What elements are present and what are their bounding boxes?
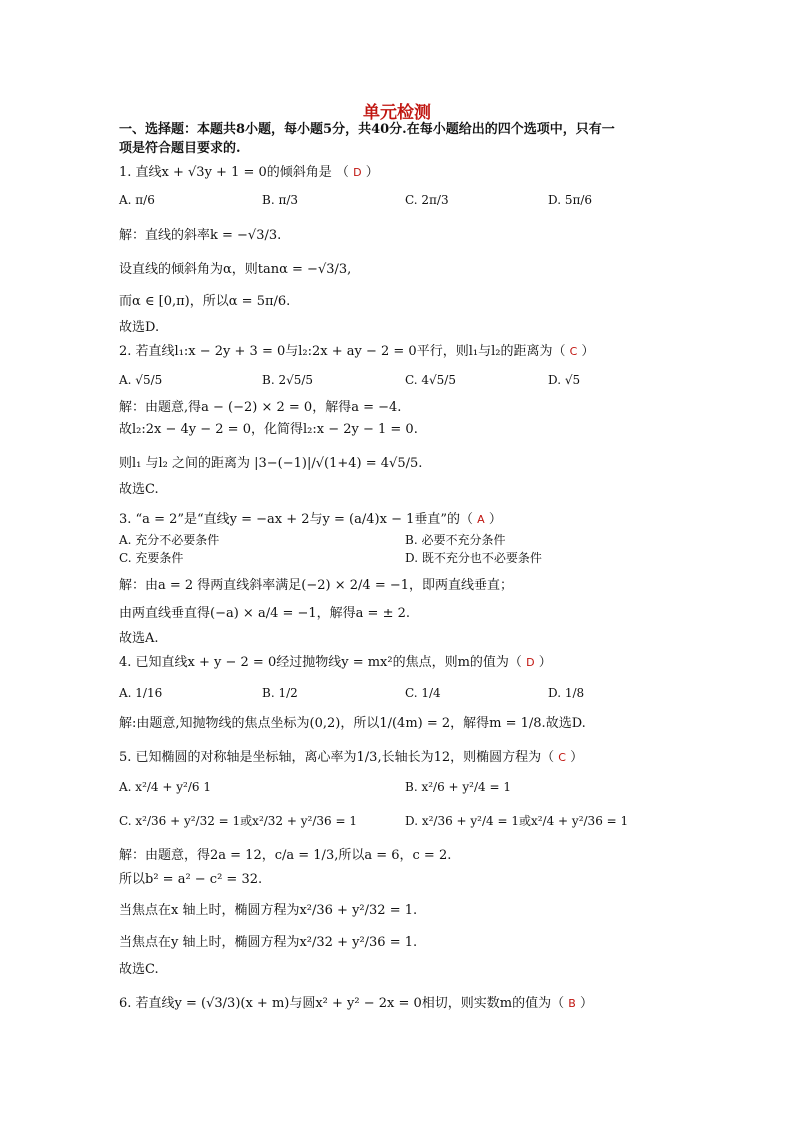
question-2-solution-1: 解：由题意,得a − (−2) × 2 = 0，解得a = −4. — [119, 400, 402, 415]
question-4-answer: D — [526, 656, 535, 669]
question-4-option-c: C. 1/4 — [405, 686, 441, 700]
question-4-option-b: B. 1/2 — [262, 686, 298, 700]
question-1-option-b: B. π/3 — [262, 193, 299, 207]
question-1-option-a: A. π/6 — [119, 193, 155, 207]
question-1-option-d: D. 5π/6 — [548, 193, 593, 207]
question-5-option-c: C. x²/36 + y²/32 = 1或x²/32 + y²/36 = 1 — [119, 814, 357, 828]
question-3-solution-1: 解：由a = 2 得两直线斜率满足(−2) × 2/4 = −1，即两直线垂直； — [119, 578, 514, 593]
question-1-answer: D — [353, 166, 362, 179]
question-1-close: ） — [365, 165, 379, 180]
question-3-solution-3: 故选A. — [119, 631, 159, 646]
question-2-option-d: D. √5 — [548, 373, 581, 387]
question-3-stem — [119, 512, 502, 528]
question-4-close: ） — [538, 655, 552, 670]
question-4-option-d: D. 1/8 — [548, 686, 585, 700]
question-5-stem — [119, 750, 583, 766]
question-2-option-a: A. √5/5 — [119, 373, 163, 387]
question-4-stem — [119, 655, 552, 671]
question-5-text: 5. 已知椭圆的对称轴是坐标轴，离心率为1/3,长轴长为12，则椭圆方程为（ — [119, 750, 555, 765]
question-3-solution-2: 由两直线垂直得(−a) × a/4 = −1，解得a = ± 2. — [119, 606, 411, 621]
question-6-stem — [119, 996, 593, 1012]
question-5-answer: C — [558, 751, 566, 764]
question-4-text: 4. 已知直线x + y − 2 = 0经过抛物线y = mx²的焦点，则m的值为（ — [119, 655, 522, 670]
section-intro-line1: 一、选择题：本题共8小题，每小题5分，共40分.在每小题给出的四个选项中，只有一 — [119, 122, 615, 137]
question-6-text: 6. 若直线y = (√3/3)(x + m)与圆x² + y² − 2x = 0相切，则实数m的值为（ — [119, 996, 565, 1011]
question-2-option-c: C. 4√5/5 — [405, 373, 456, 387]
question-5-solution-2: 所以b² = a² − c² = 32. — [119, 872, 263, 887]
question-3-option-d: D. 既不充分也不必要条件 — [405, 551, 542, 565]
question-1-solution-2: 设直线的倾斜角为α，则tanα = −√3/3, — [119, 262, 352, 277]
question-2-stem — [119, 344, 594, 360]
question-3-close: ） — [488, 512, 502, 527]
question-2-solution-4: 故选C. — [119, 482, 159, 497]
question-6-close: ） — [579, 996, 593, 1011]
question-1-option-c: C. 2π/3 — [405, 193, 449, 207]
question-6-answer: B — [568, 997, 576, 1010]
question-5-solution-1: 解：由题意，得2a = 12，c/a = 1/3,所以a = 6，c = 2. — [119, 848, 452, 863]
question-5-option-d: D. x²/36 + y²/4 = 1或x²/4 + y²/36 = 1 — [405, 814, 629, 828]
section-intro-line2: 项是符合题目要求的. — [119, 141, 241, 156]
question-2-solution-3: 则l₁ 与l₂ 之间的距离为 |3−(−1)|/√(1+4) = 4√5/5. — [119, 456, 423, 471]
question-3-option-a: A. 充分不必要条件 — [119, 533, 220, 547]
question-5-solution-3: 当焦点在x 轴上时，椭圆方程为x²/36 + y²/32 = 1. — [119, 903, 418, 918]
question-3-option-c: C. 充要条件 — [119, 551, 184, 565]
question-2-option-b: B. 2√5/5 — [262, 373, 314, 387]
question-5-solution-5: 故选C. — [119, 962, 159, 977]
question-2-close: ） — [581, 344, 595, 359]
question-4-solution-1: 解:由题意,知抛物线的焦点坐标为(0,2)，所以1/(4m) = 2，解得m = 1/8.故选D. — [119, 716, 586, 731]
question-4-option-a: A. 1/16 — [119, 686, 163, 700]
question-1-text: 1. 直线x + √3y + 1 = 0的倾斜角是 （ — [119, 165, 349, 180]
question-3-answer: A — [477, 513, 485, 526]
question-3-option-b: B. 必要不充分条件 — [405, 533, 506, 547]
question-2-solution-2: 故l₂:2x − 4y − 2 = 0，化简得l₂:x − 2y − 1 = 0. — [119, 422, 418, 437]
page-title: 单元检测 — [363, 103, 431, 123]
question-2-answer: C — [569, 345, 578, 358]
question-5-solution-4: 当焦点在y 轴上时，椭圆方程为x²/32 + y²/36 = 1. — [119, 935, 418, 950]
question-5-option-a: A. x²/4 + y²/6 1 — [119, 780, 211, 794]
question-1-stem — [119, 165, 379, 181]
question-1-solution-3: 而α ∈ [0,π)，所以α = 5π/6. — [119, 294, 291, 309]
question-3-text: 3. “a = 2”是“直线y = −ax + 2与y = (a/4)x − 1垂直”的（ — [119, 512, 474, 527]
question-5-close: ） — [570, 750, 584, 765]
question-2-text: 2. 若直线l₁:x − 2y + 3 = 0与l₂:2x + ay − 2 = 0平行，则l₁与l₂的距离为（ — [119, 344, 566, 359]
question-1-solution-4: 故选D. — [119, 320, 160, 335]
question-1-solution-1: 解：直线的斜率k = −√3/3. — [119, 228, 282, 243]
question-5-option-b: B. x²/6 + y²/4 = 1 — [405, 780, 511, 794]
